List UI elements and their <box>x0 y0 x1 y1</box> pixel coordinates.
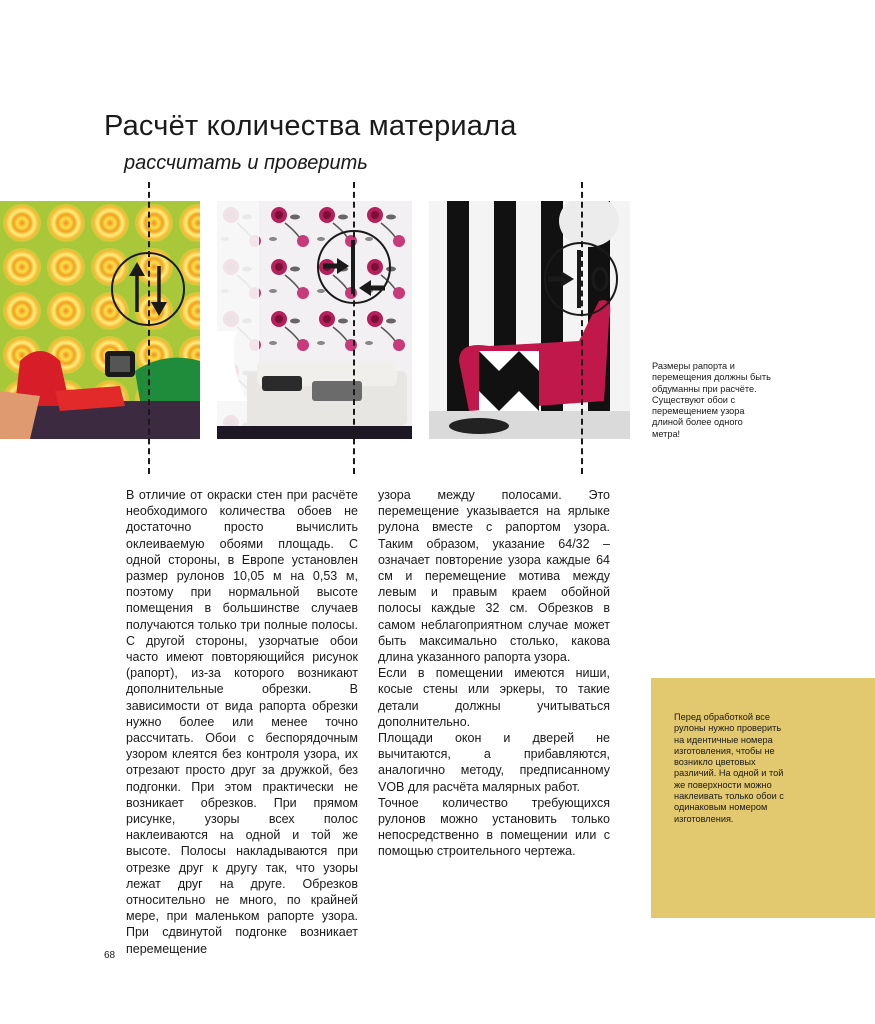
note-text: Перед обработкой все рулоны нужно проверить на идентичные номера изготовления, чтобы не возникло цветовых различий. На одной и той же поверхности можно наклеивать только обои с одинаковым номером изготовления. <box>674 712 784 824</box>
body-column-1 <box>126 487 358 957</box>
image-caption: Размеры рапорта и перемещения должны быть обдуманны при расчёте. Существуют обои с перемещением узора длиной более одного метра! <box>652 361 771 439</box>
guide-line-middle <box>353 182 355 474</box>
page-subtitle: рассчитать и проверить <box>124 152 368 174</box>
page-number: 68 <box>104 950 116 961</box>
page-title: Расчёт количества материала <box>104 110 517 142</box>
body-paragraph: Точное количество требующихся рулонов можно установить только непосредственно в помещении или с помощью строительного чертежа. <box>378 795 610 859</box>
body-paragraph: Площади окон и дверей не вычитаются, а прибавляются, аналогично методу, предписанному VOB для расчёта малярных работ. <box>378 731 610 794</box>
striped-wallpaper-photo <box>429 201 630 439</box>
guide-line-left <box>148 182 150 474</box>
body-paragraph: В отличие от окраски стен при расчёте необходимого количества обоев не достаточно просто вычислить оклеиваемую обоями площадь. С одной стороны, в Европе установлен размер рулонов 10,05 м на 0,53 м, поэтому при нормальной высоте помещения в большинстве случаев получаются только три полные полосы. С другой стороны, узорчатые обои часто имеют повторяющийся рисунок (рапорт), из-за которого возникают дополнительные обрезки. В зависимости от вида рапорта обрезки нужно более или менее точно рассчитать. Обои с беспорядочным узором клеятся без контроля узора, их отрезают просто друг за дружкой, без подгонки. При этом практически не возникает обрезков. При прямом рисунке, узоры всех полос наклеиваются на одной и той же высоте. Полосы накладываются при отрезке друг к другу так, что узоры лежат друг на друге. Обрезков относительно не много, по крайней мере, при маленьком рапорте узора. При сдвинутой подгонке возникает перемещение <box>126 488 358 956</box>
offset-arrows-icon <box>315 228 393 306</box>
guide-line-right <box>581 182 583 474</box>
body-paragraph: Если в помещении имеются ниши, косые стены или эркеры, то такие детали должны учитываться дополнительно. <box>378 666 610 729</box>
vertical-opposing-arrows-icon <box>109 250 187 328</box>
arrow-to-line-icon <box>542 240 620 318</box>
body-column-2 <box>378 487 610 860</box>
body-paragraph: узора между полосами. Это перемещение указывается на ярлыке рулона вместе с рапортом узора. Таким образом, указание 64/32 – означает повторение узора каждые 64 см и перемещение мотива между левым и правым краем обойной полосы каждые 32 см. Обрезков в самом неблагоприятном случае может быть максимально столько, какова длина указанного рапорта узора. <box>378 488 610 665</box>
